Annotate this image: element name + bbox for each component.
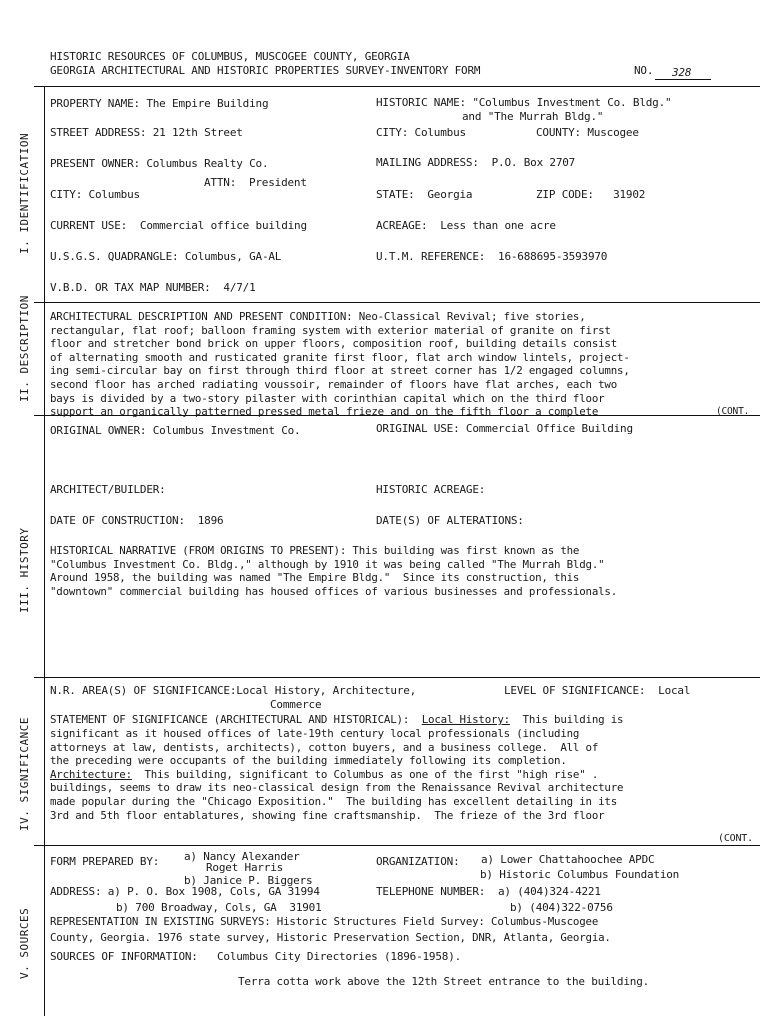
description-line: bays is divided by a two-story pilaster with corinthian capital which on the third floor <box>50 391 605 405</box>
description-text <box>50 310 630 419</box>
left-frame-line <box>44 86 45 1016</box>
form-number-value: 328 <box>672 66 692 79</box>
owner-city: CITY: Columbus <box>50 188 140 201</box>
organization-label: ORGANIZATION: <box>376 855 460 868</box>
representation-existing-surveys: REPRESENTATION IN EXISTING SURVEYS: Historic Structures Field Survey: Columbus-Muscogee <box>50 915 599 928</box>
property-name: PROPERTY NAME: The Empire Building <box>50 97 269 110</box>
zip-code: ZIP CODE: 31902 <box>536 188 646 201</box>
statement-of-significance: STATEMENT OF SIGNIFICANCE (ARCHITECTURAL AND HISTORICAL): Local History: This building is <box>50 713 624 726</box>
date-of-alterations: DATE(S) OF ALTERATIONS: <box>376 514 524 527</box>
address-a: ADDRESS: a) P. O. Box 1908, Cols, GA 31994 <box>50 885 320 898</box>
description-cont: (CONT. <box>716 406 750 417</box>
county: COUNTY: Muscogee <box>536 126 639 139</box>
description-line: second floor has arched radiating voussoir, remainder of floors have flat arches, each two <box>50 377 618 391</box>
historical-narrative <box>50 544 617 598</box>
level-of-significance: LEVEL OF SIGNIFICANCE: Local <box>504 684 691 697</box>
nr-area-of-significance: N.R. AREA(S) OF SIGNIFICANCE:Local History, Architecture, <box>50 684 417 697</box>
narrative-line: "Columbus Investment Co. Bldg.," although by 1910 it was being called "The Murrah Bldg." <box>50 557 605 571</box>
significance-architecture: Architecture: This building, significant to Columbus as one of the first "high rise" . <box>50 767 599 781</box>
telephone-b: b) (404)322-0756 <box>510 901 613 914</box>
description-line: ARCHITECTURAL DESCRIPTION AND PRESENT CONDITION: Neo-Classical Revival; five stories, <box>50 310 586 323</box>
prepared-by-a2: Roget Harris <box>206 861 284 874</box>
terra-cotta-note: Terra cotta work above the 12th Street entrance to the building. <box>238 975 650 988</box>
historic-acreage: HISTORIC ACREAGE: <box>376 483 486 496</box>
form-number-underline <box>655 79 711 80</box>
significance-text <box>50 727 623 822</box>
significance-line: 3rd and 5th floor entablatures, showing fine craftsmanship. The frieze of the 3rd floor <box>50 808 605 822</box>
original-owner: ORIGINAL OWNER: Columbus Investment Co. <box>50 424 301 437</box>
current-use: CURRENT USE: Commercial office building <box>50 219 307 232</box>
significance-line: buildings, seems to draw its neo-classical design from the Renaissance Revival architecture <box>50 781 624 795</box>
form-header-title: HISTORIC RESOURCES OF COLUMBUS, MUSCOGEE COUNTY, GEORGIA <box>50 50 410 63</box>
acreage: ACREAGE: Less than one acre <box>376 219 556 232</box>
original-use: ORIGINAL USE: Commercial Office Building <box>376 422 633 435</box>
organization-b: b) Historic Columbus Foundation <box>480 868 680 881</box>
section-history: III. HISTORY <box>18 527 31 613</box>
prepared-by-a: a) Nancy Alexander <box>184 850 300 863</box>
section-significance: IV. SIGNIFICANCE <box>18 717 31 831</box>
tax-map-number: V.B.D. OR TAX MAP NUMBER: 4/7/1 <box>50 281 256 294</box>
date-of-construction: DATE OF CONSTRUCTION: 1896 <box>50 514 224 527</box>
prepared-by-b: b) Janice P. Biggers <box>184 874 313 887</box>
historic-name-cont: and "The Murrah Bldg." <box>462 110 604 123</box>
sources-of-information: SOURCES OF INFORMATION: Columbus City Directories (1896-1958). <box>50 950 462 963</box>
architect-builder: ARCHITECT/BUILDER: <box>50 483 166 496</box>
divider-top <box>34 86 760 87</box>
description-line: of alternating smooth and rusticated granite first floor, flat arch window lintels, project- <box>50 350 630 364</box>
narrative-line: "downtown" commercial building has housed offices of various businesses and professionals. <box>50 584 618 598</box>
form-number-label: NO. <box>634 64 654 77</box>
organization-a: a) Lower Chattahoochee APDC <box>481 853 655 866</box>
narrative-line: Around 1958, the building was named "The Empire Bldg." Since its construction, this <box>50 571 580 585</box>
address-b: b) 700 Broadway, Cols, GA 31901 <box>116 901 322 914</box>
description-line: ing semi-circular bay on first through third floor at street corner has 1/2 engaged columns, <box>50 364 630 378</box>
significance-cont: (CONT. <box>718 833 753 844</box>
utm-reference: U.T.M. REFERENCE: 16-688695-3593970 <box>376 250 608 263</box>
divider-significance <box>34 845 760 846</box>
significance-line: attorneys at law, dentists, architects), cotton buyers, and a business college. All of <box>50 740 599 754</box>
representation-cont: County, Georgia. 1976 state survey, Historic Preservation Section, DNR, Atlanta, Georgia. <box>50 931 611 944</box>
owner-attn: ATTN: President <box>204 176 307 189</box>
divider-history <box>34 677 760 678</box>
section-identification: I. IDENTIFICATION <box>18 132 31 254</box>
description-line: rectangular, flat roof; balloon framing system with exterior material of granite on first <box>50 323 611 337</box>
nr-area-cont: Commerce <box>270 698 322 711</box>
significance-line: made popular during the "Chicago Exposition." The building has excellent detailing in its <box>50 794 618 808</box>
significance-line: the preceding were occupants of the building immediately following its completion. <box>50 754 567 768</box>
divider-identification <box>34 302 760 303</box>
historic-name: HISTORIC NAME: "Columbus Investment Co. Bldg." <box>376 96 672 109</box>
telephone-a: a) (404)324-4221 <box>498 885 601 898</box>
description-line: support an organically patterned pressed metal frieze and on the fifth floor a complete <box>50 405 599 419</box>
city: CITY: Columbus <box>376 126 466 139</box>
description-line: floor and stretcher bond brick on upper floors, composition roof, building details consist <box>50 337 618 351</box>
telephone-label: TELEPHONE NUMBER: <box>376 885 486 898</box>
narrative-line: HISTORICAL NARRATIVE (FROM ORIGINS TO PRESENT): This building was first known as the <box>50 544 580 557</box>
present-owner: PRESENT OWNER: Columbus Realty Co. <box>50 157 269 170</box>
significance-line: significant as it housed offices of late-19th century local professionals (including <box>50 727 580 740</box>
usgs-quadrangle: U.S.G.S. QUADRANGLE: Columbus, GA-AL <box>50 250 282 263</box>
street-address: STREET ADDRESS: 21 12th Street <box>50 126 243 139</box>
section-sources: V. SOURCES <box>18 907 31 979</box>
mailing-address: MAILING ADDRESS: P.O. Box 2707 <box>376 156 576 169</box>
form-prepared-by-label: FORM PREPARED BY: <box>50 855 160 868</box>
section-description: II. DESCRIPTION <box>18 295 31 402</box>
state: STATE: Georgia <box>376 188 473 201</box>
form-header-subtitle: GEORGIA ARCHITECTURAL AND HISTORIC PROPERTIES SURVEY-INVENTORY FORM <box>50 64 481 77</box>
